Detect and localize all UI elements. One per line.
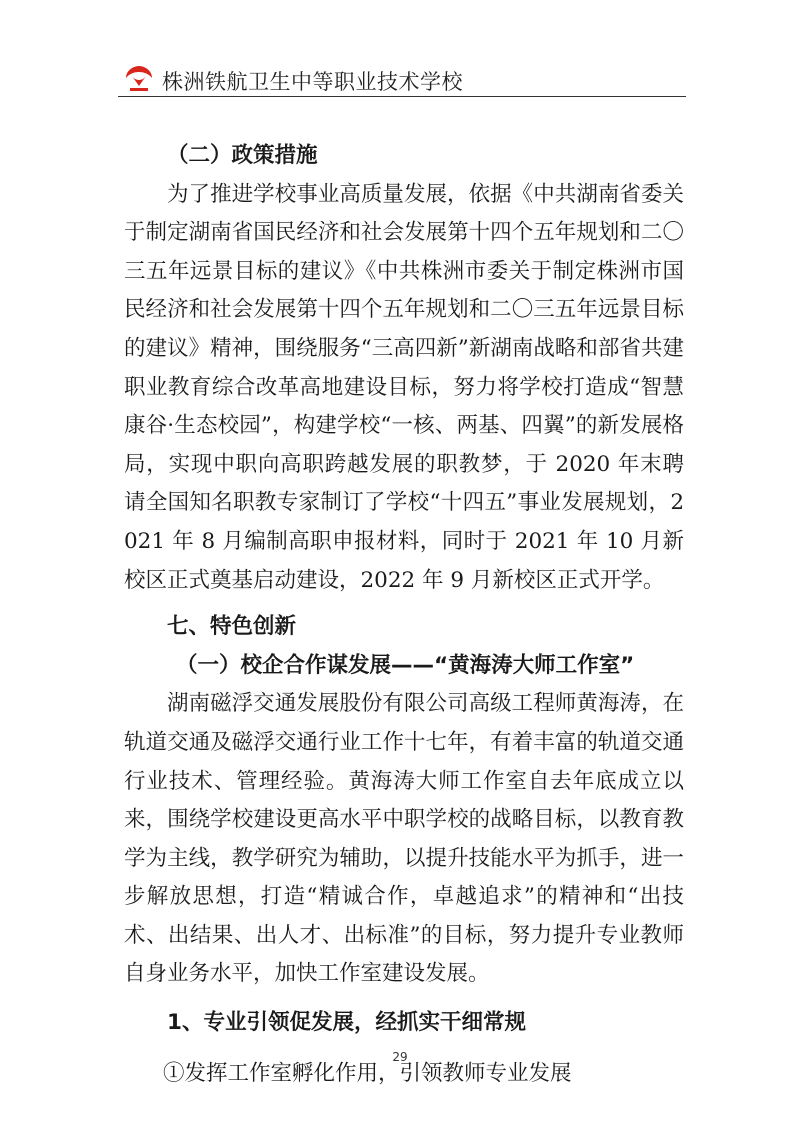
page-number: 29 [392,1050,408,1064]
subheading-master-studio: （一）校企合作谋发展——“黄海涛大师工作室” [176,652,635,678]
paragraph-policy: 为了推进学校事业高质量发展，依据《中共湖南省委关于制定湖南省国民经济和社会发展第十四个五年规划和二〇三五年远景目标的建议》《中共株洲市委关于制定株洲市国民经济和社会发展第十四个五年规划和二〇三五年远景目标的建议》精神，围绕服务“三高四新”新湖南战略和部省共建职业教育综合改革高地建设目标，努力将学校打造成“智慧康谷·生态校园”，构建学校“一核、两基、四翼”的新发展格局，实现中职向高职跨越发展的职教梦，于 2020 年末聘请全国知名职教专家制订了学校“十四五”事业发展规划，2021 年 8 月编制高职申报材料，同时于 2021 年 10 月新校区正式奠基启动建设，2022 年 9 月新校区正式开学。 [124,181,684,593]
heading-professional-lead: 1、专业引领促发展，经抓实干细常规 [167,1010,526,1036]
page-header [122,62,686,96]
heading-section-7: 七、特色创新 [167,614,297,640]
school-logo-icon [122,64,156,92]
heading-policy: （二）政策措施 [167,143,318,168]
header-divider [118,96,686,97]
document-body [124,137,684,1093]
list-item-incubation: ①发挥工作室孵化作用，引领教师专业发展 [163,1060,572,1086]
school-name: 株洲铁航卫生中等职业技术学校 [162,70,463,94]
paragraph-studio: 湖南磁浮交通发展股份有限公司高级工程师黄海涛，在轨道交通及磁浮交通行业工作十七年，有着丰富的轨道交通行业技术、管理经验。黄海涛大师工作室自去年底成立以来，围绕学校建设更高水平中职学校的战略目标，以教育教学为主线，教学研究为辅助，以提升技能水平为抓手，进一步解放思想，打造“精诚合作，卓越追求”的精神和“出技术、出结果、出人才、出标准”的目标，努力提升专业教师自身业务水平，加快工作室建设发展。 [124,691,684,987]
